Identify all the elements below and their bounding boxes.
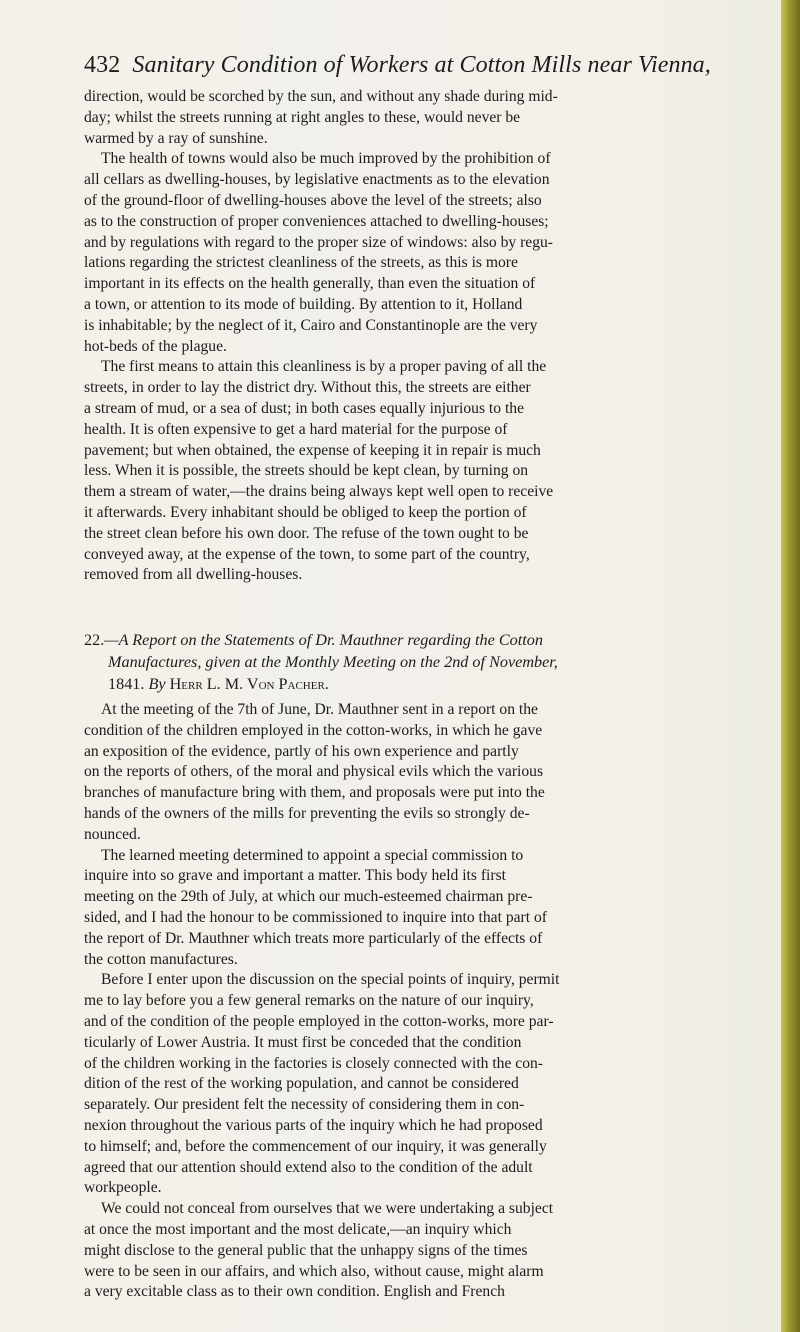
text-line: an exposition of the evidence, partly of his own experience and partly	[84, 742, 519, 760]
text-line: of the ground-floor of dwelling-houses above the level of the streets; also	[84, 191, 542, 209]
text-line: the report of Dr. Mauthner which treats more particularly of the effects of	[84, 929, 543, 947]
text-line: inquire into so grave and important a matter. This body held its first	[84, 867, 506, 885]
text-line: Before I enter upon the discussion on the special points of inquiry, permit	[101, 971, 560, 989]
text-line: as to the construction of proper conveniences attached to dwelling-houses;	[84, 212, 549, 230]
text-line: to himself; and, before the commencement of our inquiry, it was generally	[84, 1137, 547, 1155]
text-line: The health of towns would also be much improved by the prohibition of	[101, 150, 551, 168]
text-line: a town, or attention to its mode of building. By attention to it, Holland	[84, 295, 523, 313]
text-line: the street clean before his own door. The refuse of the town ought to be	[84, 524, 529, 542]
section-number: 22.	[84, 631, 105, 649]
text-line: at once the most important and the most delicate,—an inquiry which	[84, 1220, 512, 1238]
text-line: nounced.	[84, 825, 141, 843]
text-line: agreed that our attention should extend also to the condition of the adult	[84, 1158, 533, 1176]
text-line: We could not conceal from ourselves that we were undertaking a subject	[101, 1200, 554, 1218]
body-text-top	[84, 87, 767, 586]
text-line: The first means to attain this cleanliness is by a proper paving of all the	[101, 358, 547, 376]
text-line: streets, in order to lay the district dry. Without this, the streets are either	[84, 379, 531, 397]
section-heading	[84, 629, 767, 695]
text-line: workpeople.	[84, 1179, 162, 1197]
section-year: 1841.	[108, 675, 145, 693]
text-line: the cotton manufactures.	[84, 950, 238, 968]
text-line: At the meeting of the 7th of June, Dr. Mauthner sent in a report on the	[101, 701, 538, 718]
text-line: lations regarding the strictest cleanliness of the streets, as this is more	[84, 254, 518, 272]
text-line: warmed by a ray of sunshine.	[84, 129, 268, 147]
text-line: were to be seen in our affairs, and which also, without cause, might alarm	[84, 1262, 544, 1280]
text-line: nexion throughout the various parts of the inquiry which he had proposed	[84, 1116, 543, 1134]
text-line: health. It is often expensive to get a hard material for the purpose of	[84, 420, 508, 438]
text-line: a stream of mud, or a sea of dust; in both cases equally injurious to the	[84, 399, 524, 417]
text-line: sided, and I had the honour to be commissioned to inquire into that part of	[84, 908, 547, 926]
text-line: hands of the owners of the mills for preventing the evils so strongly de-	[84, 804, 530, 822]
text-line: a very excitable class as to their own condition. English and French	[84, 1283, 505, 1301]
body-text-bottom	[84, 700, 767, 1303]
text-line: branches of manufacture bring with them, and proposals were put into the	[84, 784, 545, 802]
text-line: ticularly of Lower Austria. It must first be conceded that the condition	[84, 1033, 522, 1051]
text-line: and by regulations with regard to the proper size of windows: also by regu-	[84, 233, 553, 251]
text-line: The learned meeting determined to appoint a special commission to	[101, 846, 524, 864]
text-line: is inhabitable; by the neglect of it, Cairo and Constantinople are the very	[84, 316, 538, 334]
section-title-line-2: Manufactures, given at the Monthly Meeting on the 2nd of November,	[108, 653, 558, 671]
text-line: removed from all dwelling-houses.	[84, 566, 303, 584]
section-by: By	[148, 675, 166, 693]
text-line: important in its effects on the health generally, than even the situation of	[84, 275, 536, 293]
text-line: dition of the rest of the working population, and cannot be considered	[84, 1075, 519, 1093]
text-line: conveyed away, at the expense of the town, to some part of the country,	[84, 545, 530, 563]
text-line: all cellars as dwelling-houses, by legislative enactments as to the elevation	[84, 171, 550, 189]
text-line: hot-beds of the plague.	[84, 337, 227, 355]
text-line: direction, would be scorched by the sun, and without any shade during mid-	[84, 88, 558, 105]
running-head-title: Sanitary Condition of Workers at Cotton Mills near Vienna,	[132, 52, 711, 78]
text-line: of the children working in the factories is closely connected with the con-	[84, 1054, 544, 1072]
text-line: them a stream of water,—the drains being always kept well open to receive	[84, 483, 554, 501]
section-title-line-1: —A Report on the Statements of Dr. Mauthner regarding the Cotton	[104, 631, 543, 649]
text-line: day; whilst the streets running at right angles to these, would never be	[84, 108, 521, 126]
text-line: condition of the children employed in the cotton-works, in which he gave	[84, 721, 543, 739]
page-number: 432	[84, 52, 121, 78]
text-line: separately. Our president felt the necessity of considering them in con-	[84, 1096, 525, 1114]
running-head	[84, 50, 774, 80]
text-line: and of the condition of the people employed in the cotton-works, more par-	[84, 1012, 554, 1030]
book-spine-edge	[781, 0, 800, 1332]
text-line: less. When it is possible, the streets should be kept clean, by turning on	[84, 462, 529, 480]
text-line: might disclose to the general public that the unhappy signs of the times	[84, 1241, 528, 1259]
text-line: on the reports of others, of the moral and physical evils which the various	[84, 763, 544, 781]
text-line: it afterwards. Every inhabitant should be obliged to keep the portion of	[84, 503, 527, 521]
text-line: me to lay before you a few general remarks on the nature of our inquiry,	[84, 992, 534, 1010]
text-line: meeting on the 29th of July, at which our much-esteemed chairman pre-	[84, 888, 533, 906]
section-author: Herr L. M. Von Pacher.	[169, 675, 329, 693]
text-line: pavement; but when obtained, the expense of keeping it in repair is much	[84, 441, 541, 459]
